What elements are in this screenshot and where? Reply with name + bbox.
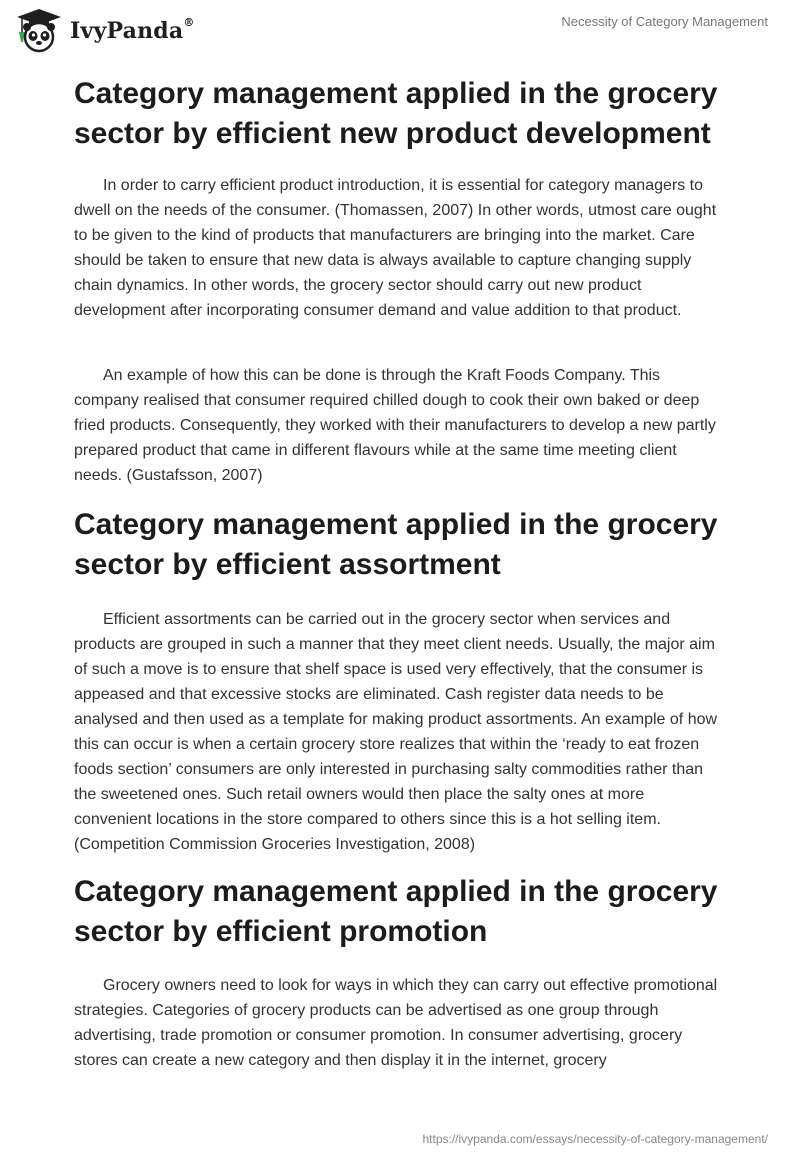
paragraph: Efficient assortments can be carried out in the grocery sector when services and products are grouped in such a manner that they meet client needs. Usually, the major aim of such a move is to ensure that shelf space is used very effectively, that the consumer is appeased and that excessive stocks are eliminated. Cash register data needs to be analysed and then used as a template for making product assortments. An example of how this can occur is when a certain grocery store realizes that within the ‘ready to eat frozen foods section’ consumers are only interested in purchasing salty commodities rather than the sweetened ones. Such retail owners would then place the salty ones at more convenient locations in the store compared to others since this is a hot selling item. (Competition Commission Groceries Investigation, 2008) bbox=[74, 611, 718, 853]
page-header bbox=[0, 0, 800, 62]
paragraph: An example of how this can be done is through the Kraft Foods Company. This company realised that consumer required chilled dough to cook their own baked or deep fried products. Consequently, they worked with their manufacturers to develop a new partly prepared product that came in different flavours while at the same time meeting client needs. (Gustafsson, 2007) bbox=[74, 367, 716, 484]
page-title: Necessity of Category Management bbox=[561, 14, 768, 29]
paragraph: In order to carry efficient product introduction, it is essential for category managers to dwell on the needs of the consumer. (Thomassen, 2007) In other words, utmost care ought to be given to the kind of products that manufacturers are bringing into the market. Care should be taken to ensure that new data is always available to capture changing supply chain dynamics. In other words, the grocery sector should carry out new product development after incorporating consumer demand and value addition to that product. bbox=[74, 177, 717, 319]
section-heading: Category management applied in the grocery sector by efficient assortment bbox=[74, 508, 718, 581]
logo-text: IvyPanda® bbox=[70, 16, 195, 44]
section-heading: Category management applied in the grocery sector by efficient new product development bbox=[74, 77, 718, 150]
panda-graduate-icon bbox=[14, 8, 64, 54]
source-url[interactable]: https://ivypanda.com/essays/necessity-of-category-management/ bbox=[422, 1132, 768, 1146]
paragraph: Grocery owners need to look for ways in which they can carry out effective promotional strategies. Categories of grocery products can be advertised as one group through advertising, trade promotion or consumer promotion. In consumer advertising, grocery stores can create a new category and then display it in the internet, grocery bbox=[74, 977, 718, 1069]
section-heading: Category management applied in the grocery sector by efficient promotion bbox=[74, 875, 718, 948]
site-logo[interactable] bbox=[14, 8, 195, 54]
